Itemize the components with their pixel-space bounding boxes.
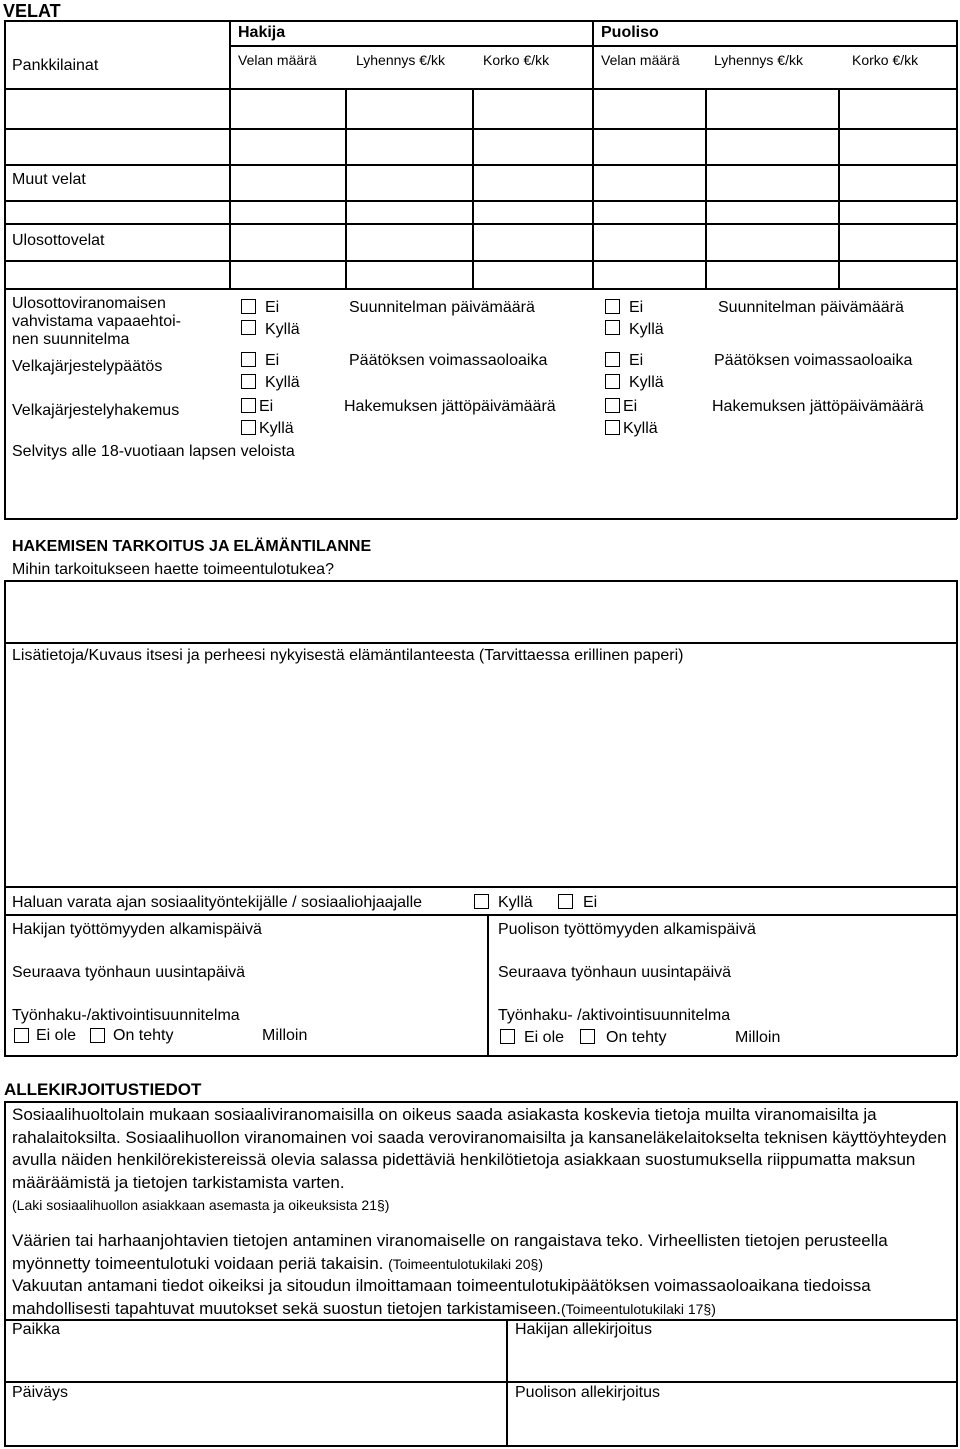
debts-top-border — [4, 20, 957, 22]
enforcement-plan-no-checkbox[interactable] — [241, 299, 256, 314]
restructuring-decision-label: Velkajärjestelypäätös — [12, 358, 163, 375]
spouse-decision-no-checkbox[interactable] — [605, 352, 620, 367]
applicant-next-renewal-label: Seuraava työnhaun uusintapäivä — [12, 964, 246, 981]
no-label: Ei — [265, 352, 280, 369]
spouse-plan-label: Työnhaku- /aktivointisuunnitelma — [498, 1007, 731, 1024]
col-amount-applicant: Velan määrä — [238, 52, 317, 68]
not-made-label: Ei ole — [36, 1027, 77, 1044]
spouse-signature-label: Puolison allekirjoitus — [515, 1384, 660, 1401]
col-installment-spouse: Lyhennys €/kk — [714, 52, 803, 68]
signature-grid-top — [4, 1319, 957, 1321]
table-row-line — [4, 128, 957, 130]
applicant-header: Hakija — [238, 24, 286, 41]
no-label: Ei — [629, 352, 644, 369]
table-row-line — [4, 223, 957, 225]
debts-bottom-border — [4, 518, 957, 520]
employment-divider — [4, 914, 957, 916]
spouse-header: Puoliso — [601, 24, 659, 41]
made-label: On tehty — [606, 1029, 667, 1046]
yes-label: Kyllä — [265, 374, 300, 391]
yes-label: Kyllä — [629, 321, 664, 338]
signatures-box-right — [956, 1101, 958, 1447]
made-label: On tehty — [113, 1027, 174, 1044]
spouse-enforcement-plan-yes-checkbox[interactable] — [605, 320, 620, 335]
application-date-label: Hakemuksen jättöpäivämäärä — [344, 398, 556, 415]
column-divider — [345, 88, 347, 288]
application-no-checkbox[interactable] — [241, 398, 256, 413]
spouse-next-renewal-label: Seuraava työnhaun uusintapäivä — [498, 964, 732, 981]
appointment-yes-checkbox[interactable] — [474, 894, 489, 909]
applicant-plan-label: Työnhaku-/aktivointisuunnitelma — [12, 1007, 240, 1024]
child-debts-label: Selvitys alle 18-vuotiaan lapsen veloista — [12, 443, 295, 460]
employment-center-divider — [487, 914, 489, 1056]
applicant-unemployment-label: Hakijan työttömyyden alkamispäivä — [12, 921, 262, 938]
yes-label: Kyllä — [629, 374, 664, 391]
enforcement-debts-label: Ulosottovelat — [12, 232, 105, 249]
decision-yes-checkbox[interactable] — [241, 374, 256, 389]
no-label: Ei — [629, 299, 644, 316]
signatures-box-left — [4, 1101, 6, 1447]
decision-validity-label: Päätöksen voimassaoloaika — [349, 352, 548, 369]
col-installment-applicant: Lyhennys €/kk — [356, 52, 445, 68]
spouse-enforcement-plan-no-checkbox[interactable] — [605, 299, 620, 314]
applicant-plan-not-made-checkbox[interactable] — [14, 1028, 29, 1043]
declaration-paragraph: Vakuutan antamani tiedot oikeiksi ja sitoudun ilmoittamaan toimeentulotukipäätöksen voimassaoloaikana tiedoissa mahdollisesti tapahtuvat muutokset sekä suostun tietojen tarkistamiseen.(Toimeentulotukilaki 17§) — [12, 1276, 871, 1318]
spouse-plan-date-label: Suunnitelman päivämäärä — [718, 299, 904, 316]
applicant-signature-label: Hakijan allekirjoitus — [515, 1321, 652, 1338]
spouse-application-date-label: Hakemuksen jättöpäivämäärä — [712, 398, 924, 415]
application-yes-checkbox[interactable] — [241, 420, 256, 435]
applicant-plan-made-checkbox[interactable] — [90, 1028, 105, 1043]
signature-grid-middle — [4, 1381, 957, 1383]
spouse-decision-yes-checkbox[interactable] — [605, 374, 620, 389]
enforcement-plan-yes-checkbox[interactable] — [241, 320, 256, 335]
purpose-title: HAKEMISEN TARKOITUS JA ELÄMÄNTILANNE — [12, 538, 372, 555]
col-amount-spouse: Velan määrä — [601, 52, 680, 68]
table-row-line — [4, 288, 957, 290]
purpose-box-left — [4, 580, 6, 1056]
yes-label: Kyllä — [259, 420, 294, 437]
table-row-line — [4, 164, 957, 166]
purpose-box-bottom — [4, 1055, 957, 1057]
purpose-box-top — [4, 580, 957, 582]
bank-loans-label: Pankkilainat — [12, 57, 99, 74]
appointment-label: Haluan varata ajan sosiaalityöntekijälle / sosiaaliohjaajalle — [12, 894, 423, 911]
additional-info-label: Lisätietoja/Kuvaus itsesi ja perheesi nykyisestä elämäntilanteesta (Tarvittaessa erillinen paperi) — [12, 647, 684, 664]
spouse-application-no-checkbox[interactable] — [605, 398, 620, 413]
enforcement-plan-label: vahvistama vapaaehtoi- — [12, 313, 181, 330]
yes-label: Kyllä — [265, 321, 300, 338]
table-row-line — [4, 260, 957, 262]
table-row-line — [4, 88, 957, 90]
no-label: Ei — [623, 398, 638, 415]
appointment-yes-label: Kyllä — [498, 894, 533, 911]
date-label: Päiväys — [12, 1384, 69, 1401]
yes-label: Kyllä — [623, 420, 658, 437]
appointment-divider — [4, 886, 957, 888]
when-label: Milloin — [735, 1029, 781, 1046]
column-divider — [472, 88, 474, 288]
no-label: Ei — [259, 398, 274, 415]
signatures-box-top — [4, 1101, 957, 1103]
spouse-plan-made-checkbox[interactable] — [580, 1029, 595, 1044]
column-divider — [592, 20, 594, 288]
spouse-decision-validity-label: Päätöksen voimassaoloaika — [714, 352, 913, 369]
signatures-box-bottom — [4, 1445, 957, 1447]
signatures-title: ALLEKIRJOITUSTIEDOT — [4, 1080, 202, 1099]
spouse-application-yes-checkbox[interactable] — [605, 420, 620, 435]
table-row-line — [4, 200, 957, 202]
place-label: Paikka — [12, 1321, 61, 1338]
column-divider — [229, 20, 231, 288]
purpose-box-right — [956, 580, 958, 1056]
spouse-unemployment-label: Puolison työttömyyden alkamispäivä — [498, 921, 756, 938]
not-made-label: Ei ole — [524, 1029, 565, 1046]
plan-date-label: Suunnitelman päivämäärä — [349, 299, 535, 316]
consent-paragraph: Sosiaalihuoltolain mukaan sosiaaliviranomaisilla on oikeus saada asiakasta koskevia tietoja muilta viranomaisilta ja rahalaitoksilta. Sosiaalihuollon viranomainen voi saada veroviranomaisilta ja kansaneläkelaitokselta teknisen käyttöyhteyden avulla näiden henkilörekistereissä olevia salassa pidettäviä henkilötietoja asiakkaan suostumuksella riippumatta maksun määräämistä ja tietojen tarkistamista varten. (Laki sosiaalihuollon asiakkaan asemasta ja oikeuksista 21§) — [12, 1105, 947, 1213]
enforcement-plan-label: nen suunnitelma — [12, 331, 130, 348]
decision-no-checkbox[interactable] — [241, 352, 256, 367]
penalty-paragraph: Väärien tai harhaanjohtavien tietojen antaminen viranomaiselle on rangaistava teko. Virheellisten tietojen perusteella myönnetty toimeentulotuki voidaan periä takaisin. (Toimeentulotukilaki 20§) — [12, 1231, 888, 1273]
when-label: Milloin — [262, 1027, 308, 1044]
col-interest-spouse: Korko €/kk — [852, 52, 919, 68]
appointment-no-checkbox[interactable] — [558, 894, 573, 909]
purpose-question: Mihin tarkoitukseen haette toimeentulotukea? — [12, 561, 334, 578]
debts-title: VELAT — [3, 1, 61, 21]
purpose-divider — [4, 642, 957, 644]
signature-grid-divider — [506, 1319, 508, 1447]
appointment-no-label: Ei — [583, 894, 598, 911]
other-debts-label: Muut velat — [12, 171, 86, 188]
debts-right-border — [956, 20, 958, 519]
col-interest-applicant: Korko €/kk — [483, 52, 550, 68]
restructuring-application-label: Velkajärjestelyhakemus — [12, 402, 180, 419]
spouse-plan-not-made-checkbox[interactable] — [500, 1029, 515, 1044]
enforcement-plan-label: Ulosottoviranomaisen — [12, 295, 166, 312]
column-divider — [838, 88, 840, 288]
debts-left-border — [4, 20, 6, 519]
no-label: Ei — [265, 299, 280, 316]
column-divider — [705, 88, 707, 288]
